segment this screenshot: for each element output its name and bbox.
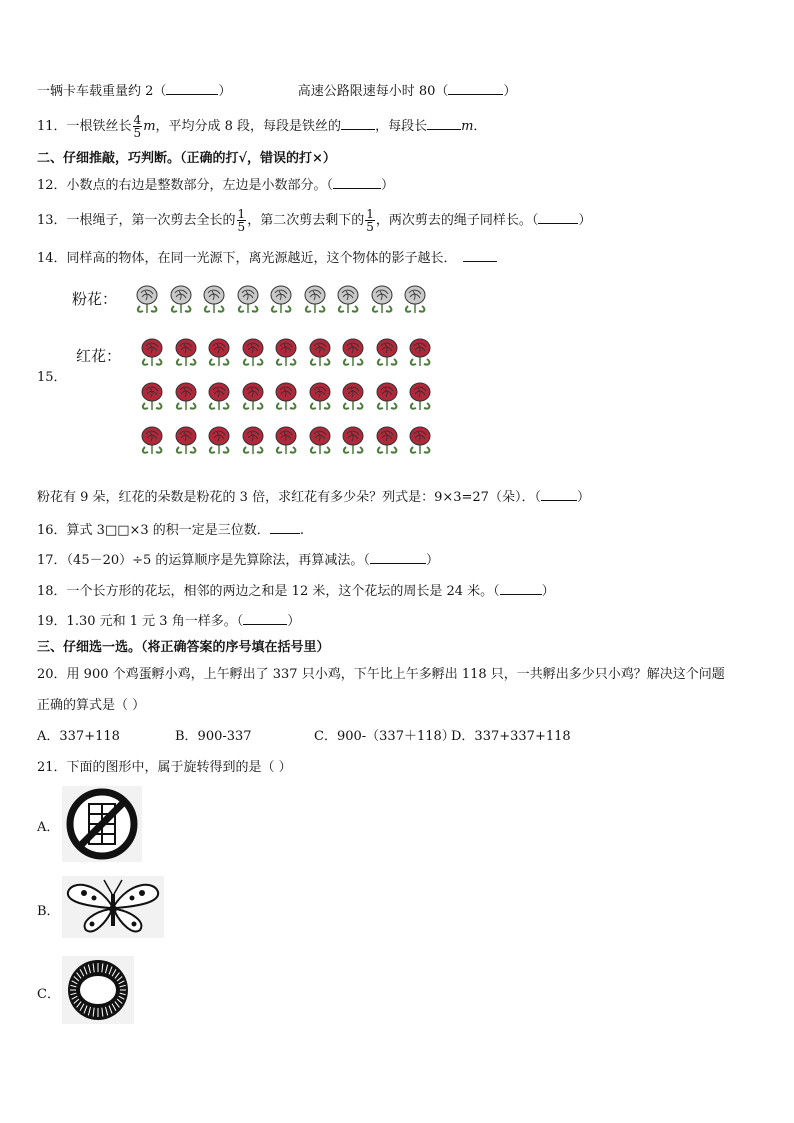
red-flower <box>407 425 433 455</box>
red-flower <box>307 381 333 411</box>
option-b-label[interactable]: B． <box>37 904 60 919</box>
red-flower <box>173 381 199 411</box>
fraction: $\frac{4}{5}$ <box>133 113 142 140</box>
butterfly-image[interactable] <box>62 876 164 938</box>
question-11: 11．一根铁丝长 $\frac{4}{5}$ m，平均分成 8 段，每段是铁丝的 ，每段长 m． <box>37 113 487 140</box>
answer-blank[interactable] <box>448 82 503 95</box>
red-flower <box>173 425 199 455</box>
question-17: 17．（45－20）÷5 的运算顺序是先算除法，再算减法。（ ） <box>37 553 439 568</box>
red-flower <box>240 425 266 455</box>
option-d[interactable]: D．337+337+118 <box>451 729 571 744</box>
question-14: 14．同样高的物体，在同一光源下，离光源越近，这个物体的影子越长． <box>37 249 497 268</box>
question-13: 13．一根绳子，第一次剪去全长的 $\frac{1}{5}$ ，第二次剪去剩下的 $\frac{1}{5}$ ，两次剪去的绳子同样长。（ ） <box>37 207 592 234</box>
prohibition-sign-image[interactable] <box>62 786 142 862</box>
pink-flower <box>369 284 395 314</box>
answer-blank[interactable] <box>333 176 381 189</box>
red-flower <box>340 337 366 367</box>
red-flower <box>307 337 333 367</box>
option-b[interactable]: B．900-337 <box>175 729 252 744</box>
question-18: 18．一个长方形的花坛，相邻的两边之和是 12 米，这个花坛的周长是 24 米。（ ） <box>37 584 555 599</box>
question-20-line-1: 20．用 900 个鸡蛋孵小鸡，上午孵出了 337 只小鸡，下午比上午多孵出 118 只，一共孵出多少只小鸡？解决这个问题 <box>37 667 725 682</box>
question-15-number: 15． <box>37 370 67 385</box>
pink-flower-label: 粉花： <box>72 290 118 308</box>
answer-blank[interactable] <box>463 249 497 262</box>
pink-flower <box>168 284 194 314</box>
red-flower <box>340 425 366 455</box>
red-flower <box>273 337 299 367</box>
fraction: $\frac{1}{5}$ <box>366 207 374 234</box>
answer-blank[interactable] <box>538 211 578 224</box>
red-flower <box>173 337 199 367</box>
answer-blank[interactable] <box>243 612 287 625</box>
option-a[interactable]: A．337+118 <box>37 729 120 744</box>
red-flower <box>307 425 333 455</box>
question-16: 16．算式 3□□×3 的积一定是三位数． . <box>37 523 304 538</box>
red-flower <box>374 337 400 367</box>
option-a-label[interactable]: A． <box>37 820 60 835</box>
red-flower <box>340 381 366 411</box>
red-flower <box>139 337 165 367</box>
question-15: 粉花有 9 朵，红花的朵数是粉花的 3 倍，求红花有多少朵？列式是：9×3=27（朵）．（ ） <box>37 490 590 505</box>
answer-blank[interactable] <box>370 551 426 564</box>
pink-flower <box>302 284 328 314</box>
pink-flower <box>268 284 294 314</box>
pink-flower <box>335 284 361 314</box>
question-20-line-2: 正确的算式是（ ） <box>37 698 146 713</box>
section-2-heading: 二、仔细推敲，巧判断。（正确的打√，错误的打×） <box>37 151 336 166</box>
red-flower <box>206 425 232 455</box>
red-flower <box>407 337 433 367</box>
red-flower <box>407 381 433 411</box>
red-flower <box>206 337 232 367</box>
red-flower <box>240 337 266 367</box>
question-21: 21．下面的图形中，属于旋转得到的是（ ） <box>37 760 292 775</box>
fraction: $\frac{1}{5}$ <box>237 207 246 234</box>
answer-blank[interactable] <box>166 82 218 95</box>
option-c-label[interactable]: C． <box>37 987 60 1002</box>
answer-blank[interactable] <box>500 582 542 595</box>
red-flower <box>374 381 400 411</box>
pink-flower <box>201 284 227 314</box>
pink-flower <box>134 284 160 314</box>
red-flower-label: 红花： <box>76 347 122 365</box>
answer-blank[interactable] <box>341 117 375 130</box>
red-flower <box>139 381 165 411</box>
option-c[interactable]: C．900-（337＋118） <box>314 729 455 744</box>
section-3-heading: 三、仔细选一选。（将正确答案的序号填在括号里） <box>37 640 330 655</box>
red-flower <box>139 425 165 455</box>
red-flower <box>374 425 400 455</box>
answer-blank[interactable] <box>427 117 461 130</box>
pink-flower <box>235 284 261 314</box>
question-19: 19．1.30 元和 1 元 3 角一样多。（ ） <box>37 614 301 629</box>
red-flower <box>273 425 299 455</box>
red-flower <box>240 381 266 411</box>
question-20-options <box>37 728 571 746</box>
red-flower <box>206 381 232 411</box>
unit-question-line: 一辆卡车载重量约 2（ ） 高速公路限速每小时 80（ ） <box>37 84 517 99</box>
answer-blank[interactable] <box>541 488 577 501</box>
answer-blank[interactable] <box>270 521 300 534</box>
question-12: 12．小数点的右边是整数部分，左边是小数部分。（ ） <box>37 178 395 193</box>
pink-flower <box>402 284 428 314</box>
ring-image[interactable] <box>62 956 134 1024</box>
red-flower <box>273 381 299 411</box>
